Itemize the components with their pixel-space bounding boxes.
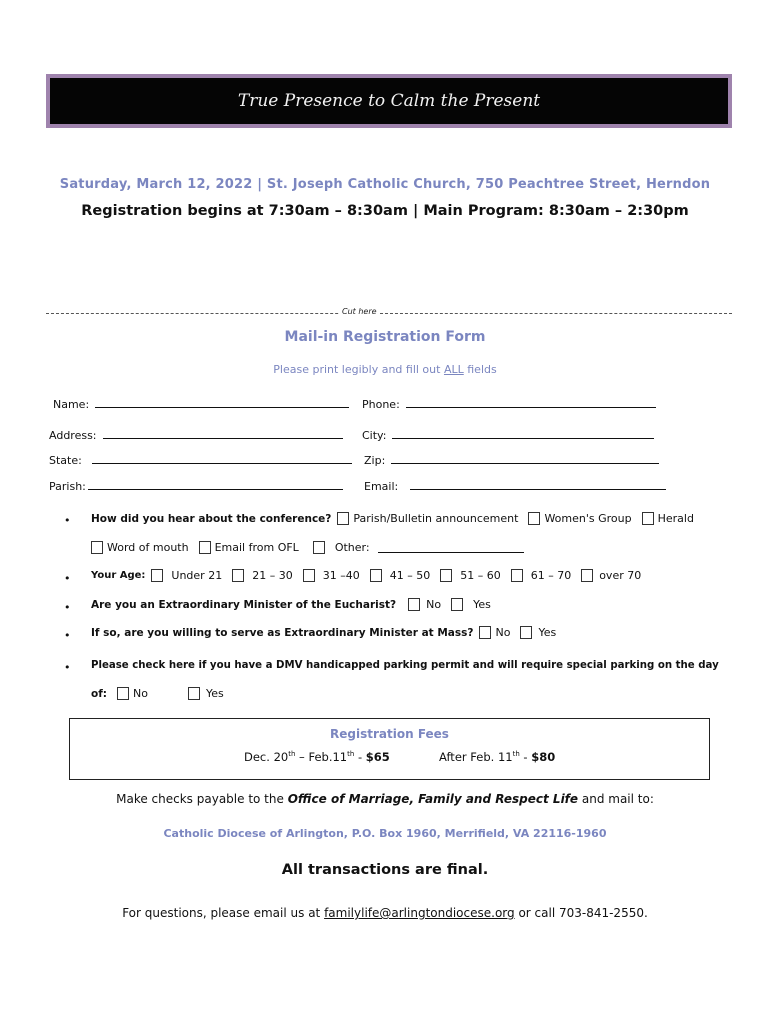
option-label: 21 – 30 (252, 569, 293, 582)
checkbox[interactable] (313, 541, 325, 554)
fee-text: Dec. 20 (244, 750, 289, 764)
checkbox[interactable] (199, 541, 211, 554)
minister-question: Are you an Extraordinary Minister of the Eucharist? (91, 598, 397, 611)
contact-line (0, 906, 770, 920)
option-label: 41 – 50 (389, 569, 431, 582)
hear-option-other[interactable] (313, 541, 524, 554)
address-field[interactable] (49, 428, 343, 442)
registration-fees-box (69, 718, 710, 780)
hear-row-2 (91, 541, 534, 554)
serve-row (91, 626, 566, 639)
parking-question: Please check here if you have a DMV handicapped parking permit and will require special parking on the day (91, 660, 719, 671)
parish-label: Parish: (49, 480, 86, 493)
name-line[interactable] (95, 397, 349, 408)
option-label: No (426, 598, 442, 611)
state-line[interactable] (92, 453, 352, 464)
subtitle-prefix: Please print legibly and fill out (273, 363, 444, 376)
parking-option-no[interactable] (117, 687, 148, 700)
age-option[interactable] (303, 569, 360, 582)
header-banner (46, 74, 732, 128)
age-option[interactable] (232, 569, 293, 582)
parking-option-yes[interactable] (188, 687, 224, 700)
checkbox[interactable] (511, 569, 523, 582)
bullet: • (64, 514, 71, 527)
checkbox[interactable] (117, 687, 129, 700)
checkbox[interactable] (188, 687, 200, 700)
hear-option-word-of-mouth[interactable] (91, 541, 189, 554)
checkbox[interactable] (232, 569, 244, 582)
late-fee (439, 750, 555, 764)
option-label: Yes (538, 626, 557, 639)
checkbox[interactable] (581, 569, 593, 582)
payment-instructions (0, 792, 770, 806)
option-label: Email from OFL (214, 541, 299, 554)
bullet: • (64, 572, 71, 585)
option-label: Other: (334, 541, 370, 554)
cut-label: Cut here (342, 307, 377, 316)
minister-row (91, 598, 501, 611)
subtitle-emphasis: ALL (443, 363, 464, 376)
parish-field[interactable] (49, 479, 343, 493)
subtitle-suffix: fields (463, 363, 497, 376)
checkbox[interactable] (520, 626, 532, 639)
early-fee (244, 750, 390, 764)
email-field[interactable] (364, 479, 666, 493)
checkbox[interactable] (408, 598, 420, 611)
email-line[interactable] (410, 479, 666, 490)
parking-question-cont: of: (91, 687, 107, 700)
fee-text: - (354, 750, 366, 764)
option-label: Under 21 (171, 569, 223, 582)
city-label: City: (362, 429, 387, 442)
parish-line[interactable] (88, 479, 343, 490)
city-field[interactable] (362, 428, 654, 442)
option-label: Women's Group (544, 512, 632, 525)
cut-line (46, 313, 732, 315)
age-question: Your Age: (91, 570, 146, 581)
option-label: 61 – 70 (530, 569, 572, 582)
age-option[interactable] (581, 569, 641, 582)
option-label: 31 –40 (322, 569, 360, 582)
payment-prefix: Make checks payable to the (116, 792, 288, 806)
checkbox[interactable] (642, 512, 654, 525)
other-line[interactable] (378, 542, 524, 553)
checkbox[interactable] (337, 512, 349, 525)
name-field[interactable] (53, 397, 349, 411)
state-field[interactable] (49, 453, 352, 467)
fee-text: - (519, 750, 532, 764)
event-details: Saturday, March 12, 2022 | St. Joseph Catholic Church, 750 Peachtree Street, Herndon (59, 177, 711, 192)
mailing-address: Catholic Diocese of Arlington, P.O. Box 1960, Merrifield, VA 22116-1960 (163, 827, 607, 840)
fee-sup: th (288, 750, 296, 759)
fee-sup: th (347, 750, 355, 759)
contact-prefix: For questions, please email us at (122, 906, 325, 920)
address-label: Address: (49, 429, 97, 442)
phone-label: Phone: (362, 398, 400, 411)
age-option[interactable] (370, 569, 431, 582)
option-label: over 70 (599, 569, 642, 582)
email-label: Email: (364, 480, 399, 493)
checkbox[interactable] (479, 626, 491, 639)
bullet: • (64, 661, 71, 674)
option-label: Yes (473, 598, 491, 611)
zip-line[interactable] (391, 453, 659, 464)
checkbox[interactable] (303, 569, 315, 582)
bullet: • (64, 601, 71, 614)
fee-text: After Feb. 11 (439, 750, 513, 764)
serve-option-no[interactable] (479, 626, 510, 639)
checkbox[interactable] (370, 569, 382, 582)
serve-question: If so, are you willing to serve as Extraordinary Minister at Mass? (91, 626, 474, 639)
form-title: Mail-in Registration Form (284, 329, 486, 345)
bullet: • (64, 629, 71, 642)
option-label: Herald (657, 512, 694, 525)
option-label: No (132, 687, 148, 700)
banner-title: True Presence to Calm the Present (237, 91, 541, 111)
name-label: Name: (53, 398, 90, 411)
option-label: Yes (205, 687, 224, 700)
fee-sup: th (512, 750, 520, 759)
age-option[interactable] (151, 569, 222, 582)
minister-option-yes[interactable] (451, 598, 491, 611)
event-schedule: Registration begins at 7:30am – 8:30am | Main Program: 8:30am – 2:30pm (81, 203, 689, 219)
city-line[interactable] (392, 428, 654, 439)
fee-price: $65 (365, 750, 390, 764)
option-label: No (495, 626, 511, 639)
fees-title: Registration Fees (330, 727, 449, 741)
checkbox[interactable] (440, 569, 452, 582)
hear-option-womens-group[interactable] (528, 512, 631, 525)
checkbox[interactable] (151, 569, 163, 582)
fee-price: $80 (531, 750, 556, 764)
contact-email-link[interactable]: familylife@arlingtondiocese.org (324, 906, 515, 920)
contact-suffix: or call 703-841-2550. (514, 906, 648, 920)
checkbox[interactable] (91, 541, 103, 554)
final-note: All transactions are final. (281, 862, 489, 878)
address-line[interactable] (103, 428, 343, 439)
hear-option-email-ofl[interactable] (199, 541, 299, 554)
hear-question: How did you hear about the conference? (91, 512, 332, 525)
hear-option-herald[interactable] (642, 512, 694, 525)
state-label: State: (49, 454, 82, 467)
phone-field[interactable] (362, 397, 656, 411)
checkbox[interactable] (451, 598, 463, 611)
option-label: 51 – 60 (460, 569, 501, 582)
payment-payee: Office of Marriage, Family and Respect Life (287, 792, 579, 806)
payment-suffix: and mail to: (578, 792, 654, 806)
zip-label: Zip: (364, 454, 386, 467)
minister-option-no[interactable] (408, 598, 441, 611)
age-option[interactable] (511, 569, 572, 582)
form-subtitle (0, 363, 770, 376)
zip-field[interactable] (364, 453, 659, 467)
option-label: Word of mouth (107, 541, 189, 554)
phone-line[interactable] (406, 397, 656, 408)
checkbox[interactable] (528, 512, 540, 525)
parking-row (91, 687, 234, 700)
age-option[interactable] (440, 569, 501, 582)
age-row (91, 569, 651, 582)
option-label: Parish/Bulletin announcement (353, 512, 519, 525)
serve-option-yes[interactable] (520, 626, 556, 639)
banner-inner (50, 78, 728, 124)
hear-option-parish[interactable] (337, 512, 518, 525)
fee-text: – Feb.11 (295, 750, 348, 764)
hear-row-1 (91, 512, 704, 525)
